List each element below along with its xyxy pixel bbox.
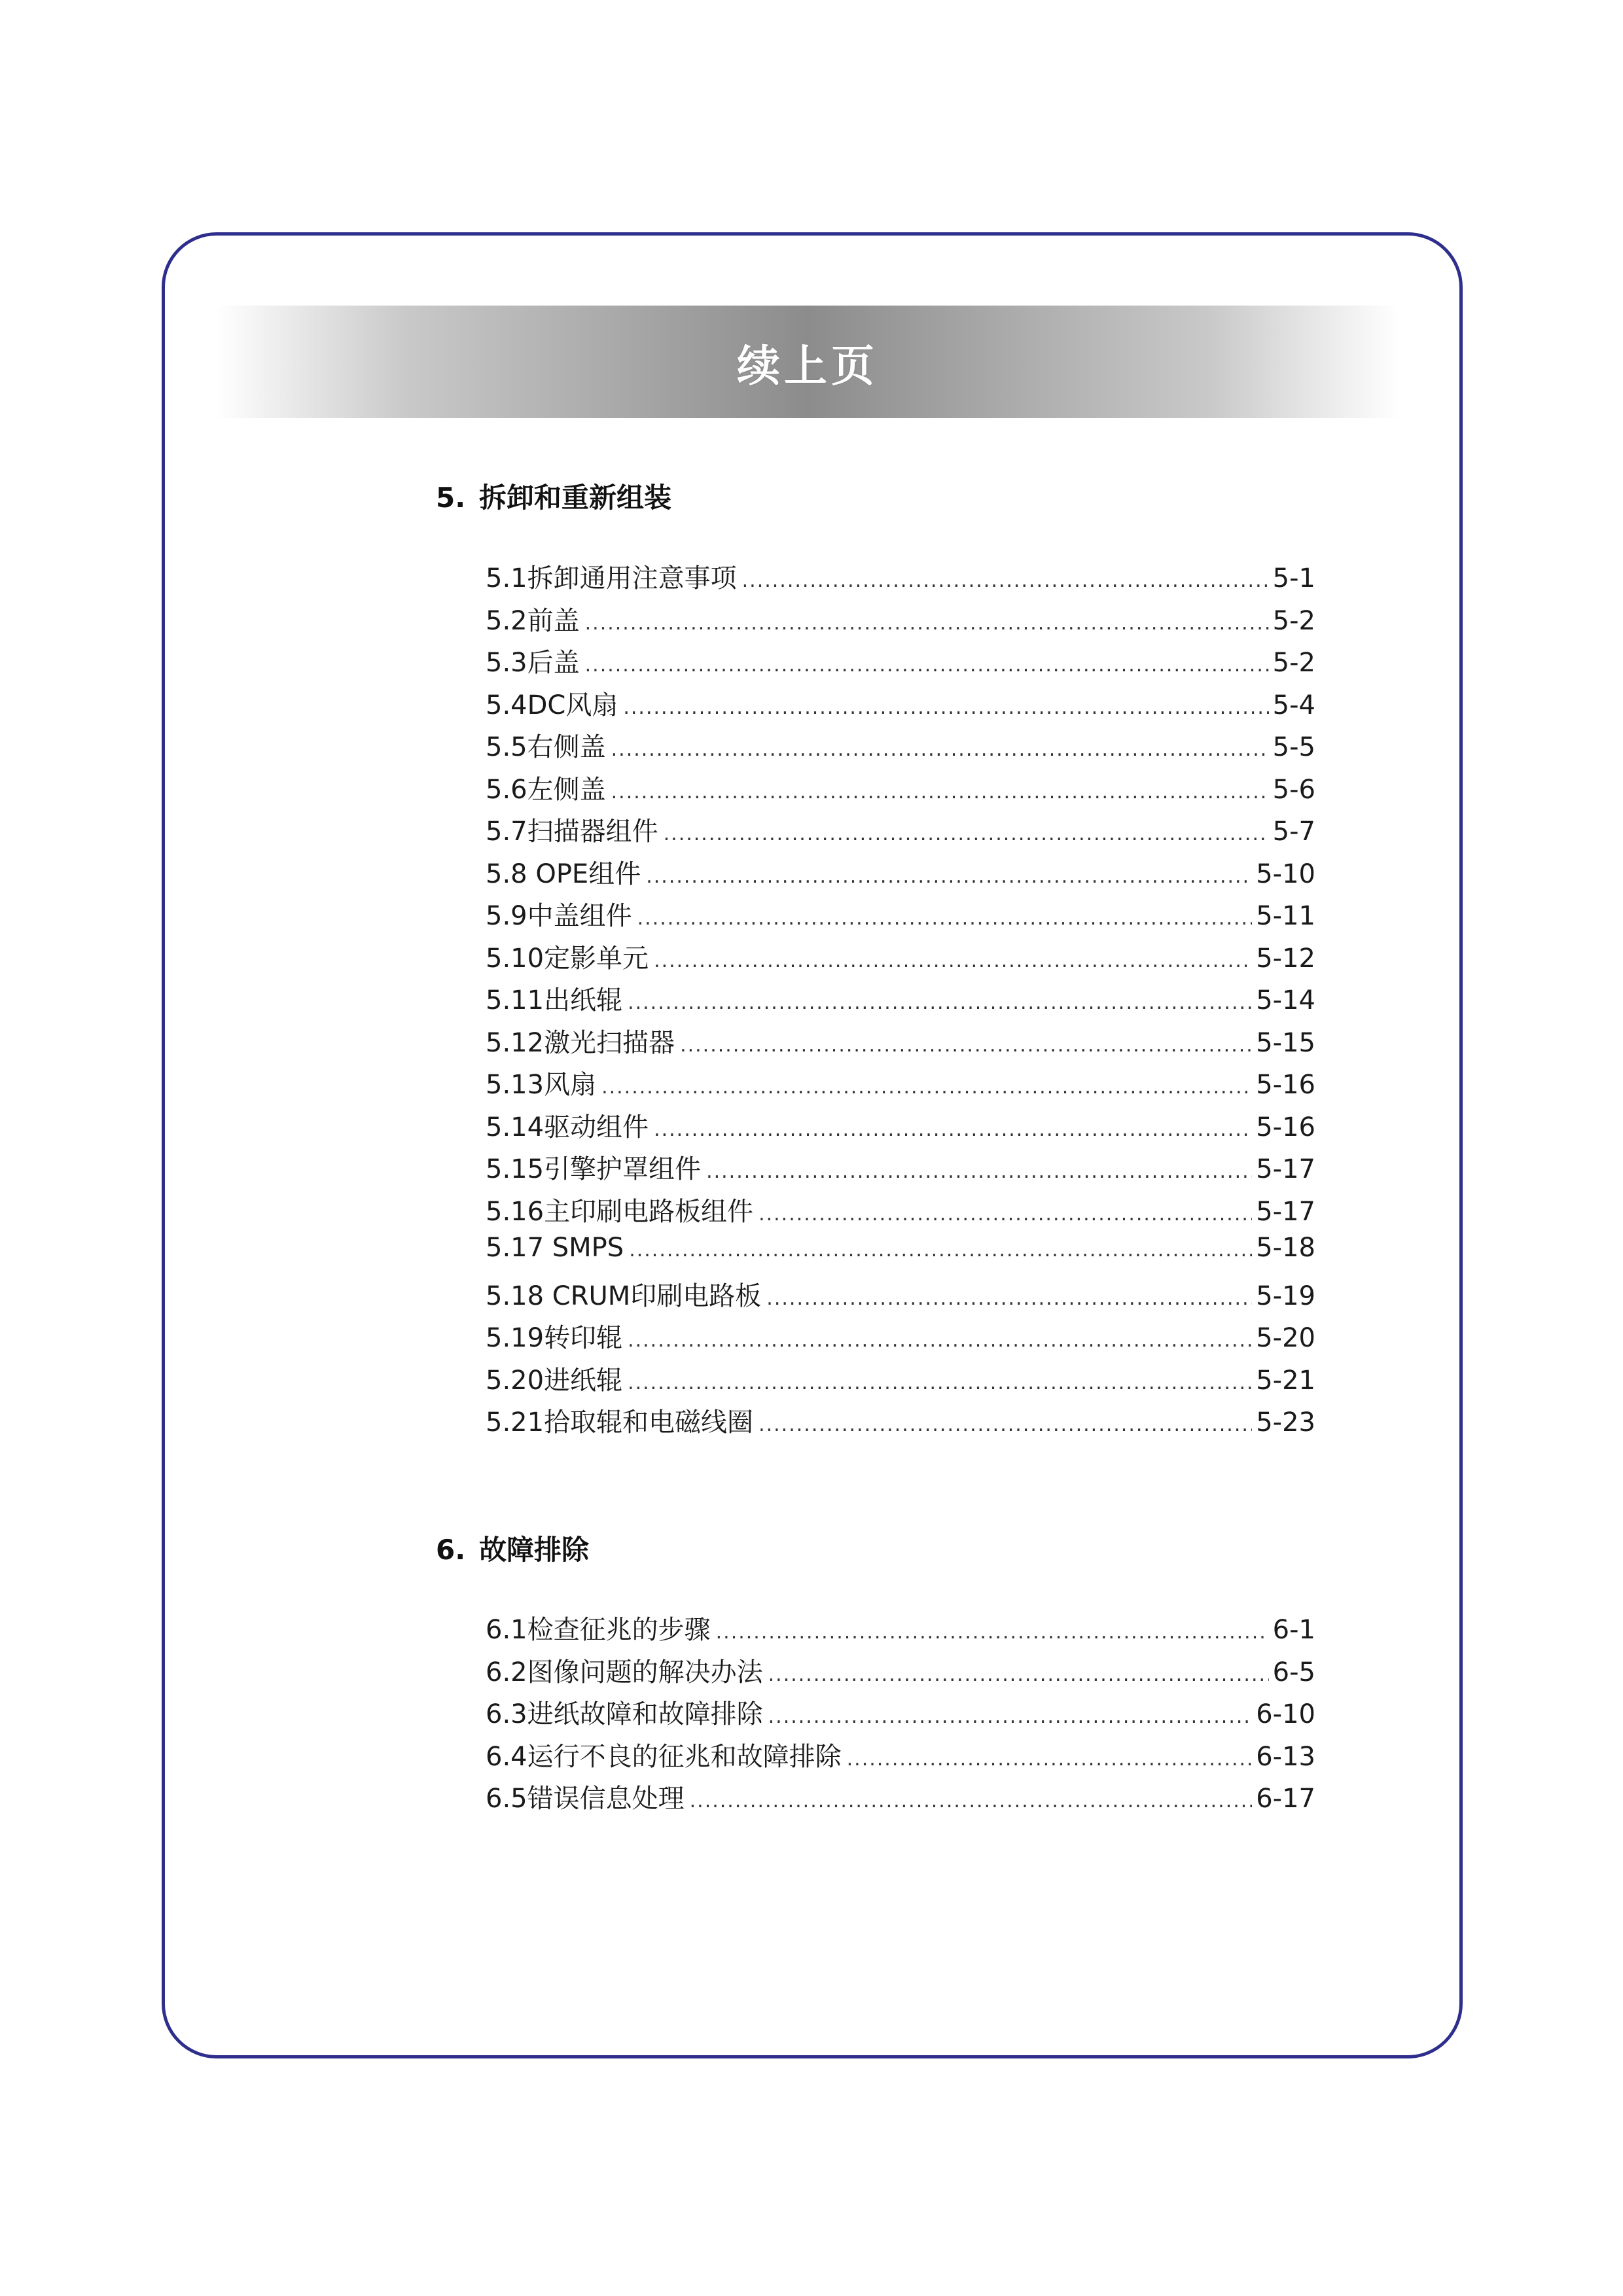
toc-entry-page-number: 5-15 (1256, 1027, 1315, 1058)
dot-leader (742, 569, 1269, 592)
toc-entry-label: 5.15引擎护罩组件 (486, 1154, 702, 1184)
toc-entry-page-number: 5-17 (1256, 1196, 1315, 1227)
section-heading-5 (436, 476, 671, 516)
toc-entry[interactable] (486, 557, 1315, 600)
dot-leader (758, 1203, 1252, 1226)
section-number: 6. (436, 1534, 466, 1566)
dot-leader (706, 1160, 1252, 1183)
toc-entry[interactable] (486, 853, 1315, 896)
toc-entry-label: 5.5右侧盖 (486, 732, 606, 762)
toc-entry-page-number: 5-2 (1272, 605, 1315, 636)
toc-entry[interactable] (486, 938, 1315, 980)
toc-entry-label: 5.1拆卸通用注意事项 (486, 563, 737, 593)
toc-entry[interactable] (486, 726, 1315, 769)
toc-entry-page-number: 5-23 (1256, 1407, 1315, 1438)
toc-entry-label: 5.2前盖 (486, 605, 580, 636)
toc-entry[interactable] (486, 1609, 1315, 1651)
dot-leader (847, 1748, 1253, 1771)
toc-entry-label: 5.16主印刷电路板组件 (486, 1196, 754, 1227)
dot-leader (766, 1287, 1252, 1310)
toc-entry[interactable] (486, 600, 1315, 643)
toc-entry-page-number: 5-14 (1256, 985, 1315, 1016)
toc-entry-page-number: 6-5 (1272, 1657, 1315, 1687)
toc-entry-page-number: 5-5 (1272, 732, 1315, 762)
toc-entry-page-number: 5-10 (1256, 858, 1315, 889)
toc-entry[interactable] (486, 1317, 1315, 1360)
toc-entry-label: 5.14驱动组件 (486, 1112, 649, 1142)
toc-entry-label: 5.20进纸辊 (486, 1365, 623, 1396)
toc-entry-label: 5.18 CRUM印刷电路板 (486, 1280, 762, 1311)
dot-leader (585, 654, 1269, 677)
toc-entry-label: 5.10定影单元 (486, 943, 649, 974)
dot-leader (611, 738, 1269, 761)
toc-entry-page-number: 6-17 (1256, 1784, 1315, 1814)
toc-entry-page-number: 5-11 (1256, 901, 1315, 931)
toc-entry[interactable] (486, 1106, 1315, 1149)
toc-list-section-5 (486, 557, 1315, 1444)
dot-leader (628, 1371, 1252, 1394)
toc-entry-page-number: 6-1 (1272, 1615, 1315, 1645)
toc-entry-label: 6.1检查征兆的步骤 (486, 1615, 711, 1645)
toc-entry[interactable] (486, 642, 1315, 684)
toc-entry[interactable] (486, 1402, 1315, 1444)
toc-entry-label: 5.3后盖 (486, 648, 580, 678)
toc-entry[interactable] (486, 1651, 1315, 1694)
dot-leader (585, 612, 1269, 635)
toc-entry-page-number: 5-7 (1272, 817, 1315, 847)
toc-entry-page-number: 5-20 (1256, 1323, 1315, 1353)
dot-leader (628, 991, 1252, 1014)
header-banner (216, 306, 1399, 418)
dot-leader (768, 1663, 1269, 1686)
toc-list-section-6 (486, 1609, 1315, 1820)
toc-entry-label: 5.17 SMPS (486, 1233, 624, 1263)
section-number: 5. (436, 482, 466, 514)
toc-entry[interactable] (486, 1022, 1315, 1065)
section-title: 故障排除 (479, 1534, 590, 1566)
dot-leader (637, 907, 1253, 930)
toc-entry[interactable] (486, 1191, 1315, 1233)
toc-entry-label: 5.11出纸辊 (486, 985, 623, 1016)
toc-entry-label: 6.5错误信息处理 (486, 1784, 685, 1814)
dot-leader (664, 822, 1269, 845)
toc-entry-page-number: 5-4 (1272, 690, 1315, 720)
dot-leader (758, 1413, 1252, 1436)
banner-title: 续上页 (737, 340, 878, 391)
dot-leader (628, 1329, 1252, 1352)
toc-entry-page-number: 5-2 (1272, 648, 1315, 678)
toc-entry-label: 5.21拾取辊和电磁线圈 (486, 1407, 754, 1438)
toc-entry-label: 5.13风扇 (486, 1070, 597, 1100)
dot-leader (654, 1118, 1252, 1141)
dot-leader (623, 696, 1268, 719)
toc-entry[interactable] (486, 684, 1315, 727)
toc-entry-page-number: 5-16 (1256, 1112, 1315, 1142)
toc-entry-label: 6.2图像问题的解决办法 (486, 1657, 763, 1687)
section-title: 拆卸和重新组装 (479, 482, 672, 514)
toc-entry-label: 5.6左侧盖 (486, 774, 606, 805)
dot-leader (611, 781, 1269, 804)
toc-entry-label: 5.7扫描器组件 (486, 817, 658, 847)
toc-entry[interactable] (486, 1693, 1315, 1736)
dot-leader (629, 1239, 1252, 1262)
toc-entry[interactable] (486, 1778, 1315, 1820)
toc-entry-label: 5.9中盖组件 (486, 901, 632, 931)
toc-entry-page-number: 5-16 (1256, 1070, 1315, 1100)
dot-leader (680, 1034, 1252, 1057)
toc-entry[interactable] (486, 1233, 1315, 1275)
toc-entry[interactable] (486, 1736, 1315, 1778)
dot-leader (716, 1621, 1269, 1644)
toc-entry-page-number: 5-17 (1256, 1154, 1315, 1184)
toc-entry[interactable] (486, 980, 1315, 1022)
toc-entry-label: 5.12激光扫描器 (486, 1027, 675, 1058)
toc-entry-page-number: 5-19 (1256, 1280, 1315, 1311)
dot-leader (646, 865, 1252, 888)
section-heading-6 (436, 1528, 589, 1568)
dot-leader (768, 1705, 1253, 1728)
toc-entry-label: 5.8 OPE组件 (486, 858, 641, 889)
toc-entry-label: 5.4DC风扇 (486, 690, 618, 720)
toc-entry-label: 6.4运行不良的征兆和故障排除 (486, 1741, 842, 1772)
dot-leader (690, 1790, 1253, 1812)
toc-entry-page-number: 5-1 (1272, 563, 1315, 593)
toc-entry[interactable] (486, 769, 1315, 811)
toc-entry[interactable] (486, 1275, 1315, 1318)
toc-entry-page-number: 5-21 (1256, 1365, 1315, 1396)
toc-entry-page-number: 5-18 (1256, 1233, 1315, 1263)
toc-entry[interactable] (486, 1148, 1315, 1191)
dot-leader (654, 949, 1252, 972)
toc-entry-page-number: 6-13 (1256, 1741, 1315, 1772)
toc-entry-page-number: 6-10 (1256, 1699, 1315, 1729)
toc-entry-page-number: 5-12 (1256, 943, 1315, 974)
dot-leader (601, 1076, 1252, 1099)
toc-entry-page-number: 5-6 (1272, 774, 1315, 805)
toc-entry[interactable] (486, 1064, 1315, 1106)
toc-entry[interactable] (486, 895, 1315, 938)
toc-entry[interactable] (486, 811, 1315, 853)
toc-entry[interactable] (486, 1360, 1315, 1402)
toc-entry-label: 6.3进纸故障和故障排除 (486, 1699, 763, 1729)
toc-entry-label: 5.19转印辊 (486, 1323, 623, 1353)
